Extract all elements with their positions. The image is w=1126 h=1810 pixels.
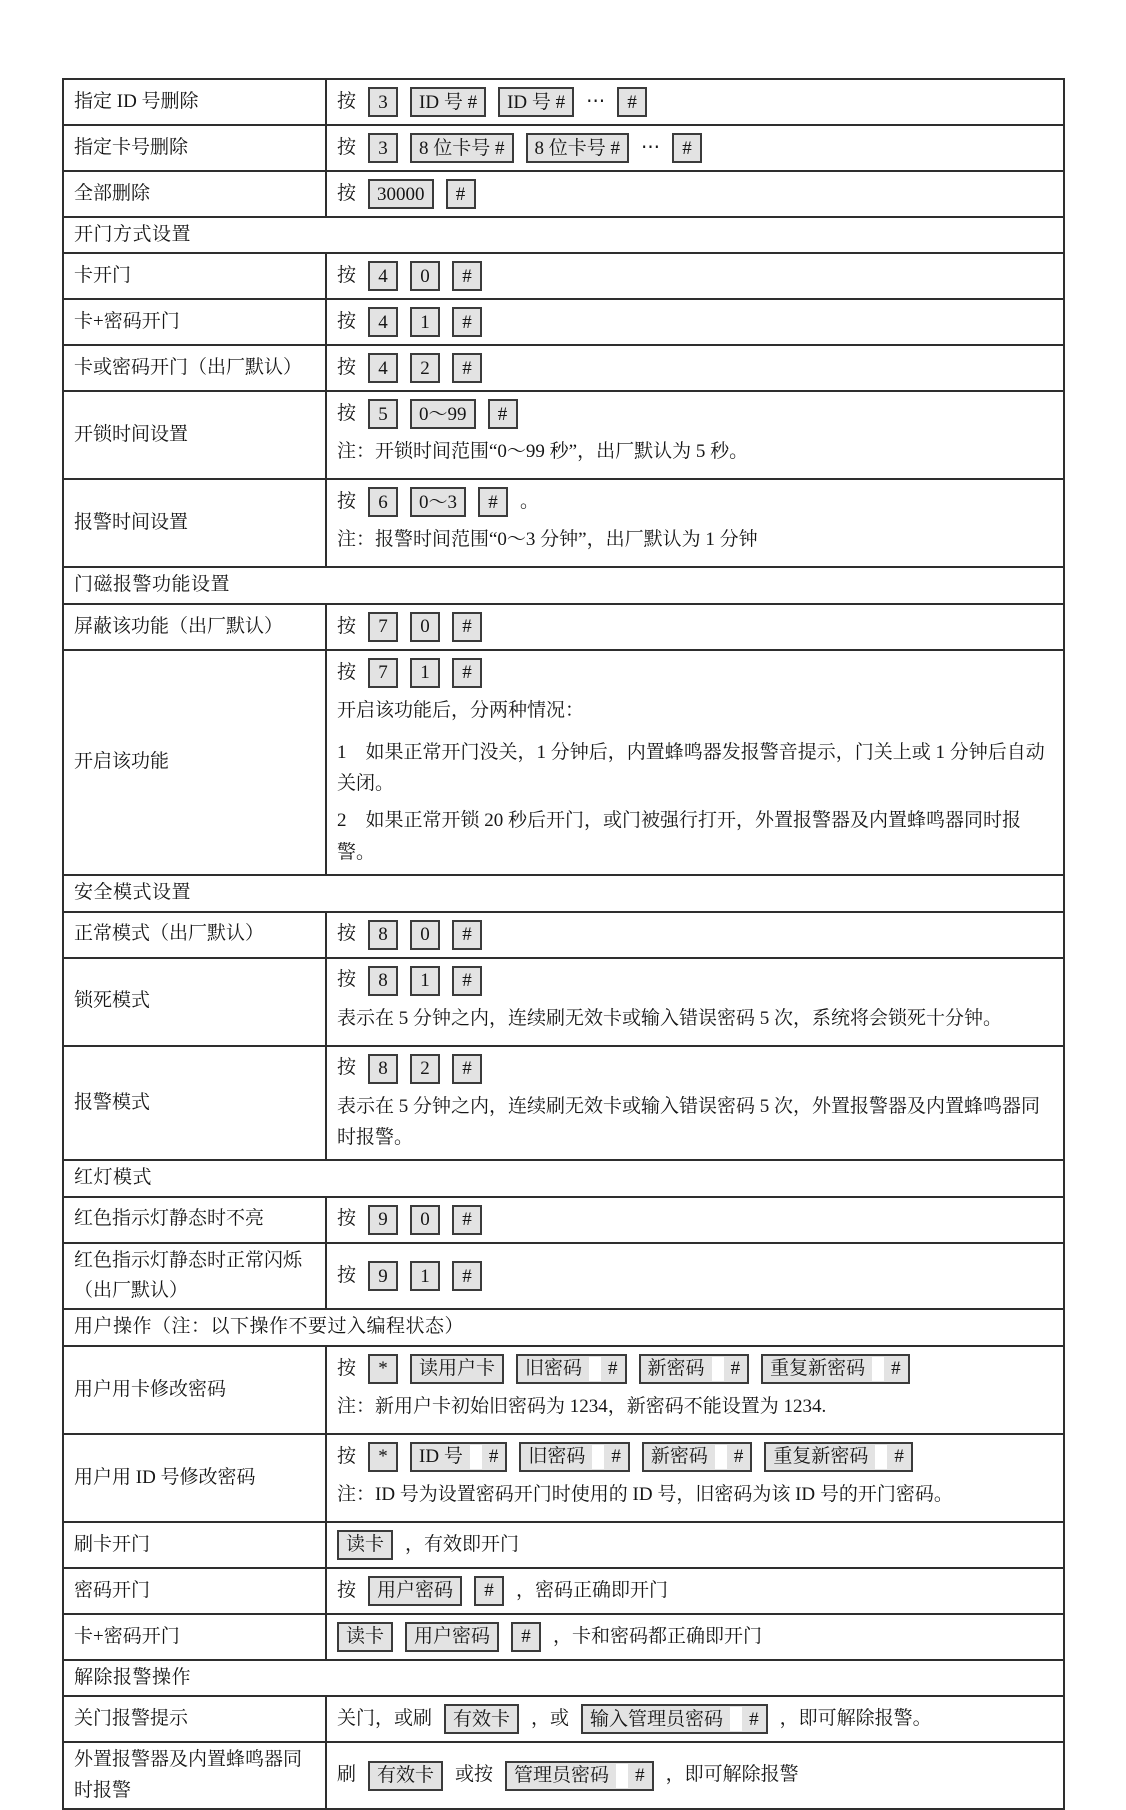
operation-steps bbox=[326, 479, 1064, 567]
keycap: 8 bbox=[368, 920, 398, 950]
table-row bbox=[63, 479, 1064, 567]
step-text: 按 bbox=[337, 1057, 357, 1079]
operation-label: 指定 ID 号删除 bbox=[63, 79, 326, 125]
input-placeholder bbox=[712, 1357, 724, 1381]
step-text: 按 bbox=[337, 1264, 357, 1286]
keycap: 6 bbox=[368, 487, 398, 517]
table-row bbox=[63, 1522, 1064, 1568]
step-line bbox=[337, 258, 1053, 294]
keycap: 读用户卡 bbox=[410, 1354, 504, 1384]
operation-steps bbox=[326, 1434, 1064, 1522]
keycap-with-input bbox=[516, 1354, 627, 1384]
step-line bbox=[337, 735, 1053, 802]
keycap: 5 bbox=[368, 399, 398, 429]
keycap: # bbox=[672, 133, 702, 163]
input-placeholder bbox=[715, 1445, 727, 1469]
step-line bbox=[337, 1258, 1053, 1294]
input-placeholder bbox=[589, 1357, 601, 1381]
step-line bbox=[337, 1758, 1053, 1794]
table-row bbox=[63, 604, 1064, 650]
table-row bbox=[63, 1197, 1064, 1243]
keycap-with-input bbox=[764, 1442, 913, 1472]
section-title: 红灯模式 bbox=[63, 1160, 1064, 1196]
table-row bbox=[63, 1742, 1064, 1809]
keycap-with-input bbox=[519, 1442, 630, 1472]
table-row bbox=[63, 253, 1064, 299]
keycap: # bbox=[452, 1054, 482, 1084]
step-text: 注：ID 号为设置密码开门时使用的 ID 号，旧密码为该 ID 号的开门密码。 bbox=[337, 1483, 953, 1505]
step-text: 按 bbox=[337, 661, 357, 683]
step-text: ⋯ bbox=[586, 90, 606, 112]
table-row bbox=[63, 171, 1064, 217]
operation-label: 报警时间设置 bbox=[63, 479, 326, 567]
table-row bbox=[63, 125, 1064, 171]
keycap-label: 重复新密码 bbox=[770, 1358, 866, 1380]
operation-label: 屏蔽该功能（出厂默认） bbox=[63, 604, 326, 650]
keycap: # bbox=[488, 399, 518, 429]
table-row bbox=[63, 1568, 1064, 1614]
keycap: # bbox=[452, 261, 482, 291]
keycap: 1 bbox=[410, 1261, 440, 1291]
step-text: 按 bbox=[337, 357, 357, 379]
operation-steps bbox=[326, 391, 1064, 479]
step-text: 按 bbox=[337, 491, 357, 513]
keycap: 7 bbox=[368, 658, 398, 688]
step-line bbox=[337, 803, 1053, 870]
keycap-suffix: # bbox=[749, 1708, 759, 1730]
operation-label: 关门报警提示 bbox=[63, 1696, 326, 1742]
keycap: # bbox=[452, 1261, 482, 1291]
step-line bbox=[337, 304, 1053, 340]
keycap-label: 旧密码 bbox=[528, 1446, 586, 1468]
keycap: 4 bbox=[368, 353, 398, 383]
step-text: 按 bbox=[337, 403, 357, 425]
keycap-with-input bbox=[410, 1442, 507, 1472]
keycap-with-input bbox=[639, 1354, 750, 1384]
table-row bbox=[63, 1696, 1064, 1742]
operation-steps bbox=[326, 299, 1064, 345]
keycap-suffix: # bbox=[894, 1446, 904, 1468]
step-text: 按 bbox=[337, 615, 357, 637]
step-line bbox=[337, 176, 1053, 212]
keycap: # bbox=[446, 179, 476, 209]
step-line bbox=[337, 1573, 1053, 1609]
step-line bbox=[337, 917, 1053, 953]
step-text: ，卡和密码都正确即开门 bbox=[553, 1625, 763, 1647]
section-row bbox=[63, 1160, 1064, 1196]
operation-label: 红色指示灯静态时正常闪烁（出厂默认） bbox=[63, 1243, 326, 1310]
operation-steps bbox=[326, 912, 1064, 958]
keycap: # bbox=[617, 87, 647, 117]
keycap-with-input bbox=[581, 1704, 768, 1734]
operation-steps bbox=[326, 1522, 1064, 1568]
operation-steps bbox=[326, 345, 1064, 391]
step-text: ，即可解除报警。 bbox=[779, 1707, 932, 1729]
keycap-label: 新密码 bbox=[647, 1358, 705, 1380]
operation-label: 卡或密码开门（出厂默认） bbox=[63, 345, 326, 391]
step-text: 按 bbox=[337, 1357, 357, 1379]
step-text: 按 bbox=[337, 182, 357, 204]
operation-steps bbox=[326, 171, 1064, 217]
operation-label: 密码开门 bbox=[63, 1568, 326, 1614]
operation-steps bbox=[326, 125, 1064, 171]
keycap: 0 bbox=[410, 261, 440, 291]
keycap: 7 bbox=[368, 612, 398, 642]
input-placeholder bbox=[730, 1707, 742, 1731]
step-line bbox=[337, 1202, 1053, 1238]
operation-label: 用户用 ID 号修改密码 bbox=[63, 1434, 326, 1522]
table-row bbox=[63, 345, 1064, 391]
step-line bbox=[337, 130, 1053, 166]
keycap: 2 bbox=[410, 353, 440, 383]
operation-steps bbox=[326, 1046, 1064, 1161]
table-row bbox=[63, 650, 1064, 875]
keycap-with-input bbox=[642, 1442, 753, 1472]
section-row bbox=[63, 217, 1064, 253]
operation-label: 用户用卡修改密码 bbox=[63, 1346, 326, 1434]
step-line bbox=[337, 84, 1053, 120]
step-text: 。 bbox=[520, 491, 540, 513]
keycap: 8 位卡号 # bbox=[526, 133, 630, 163]
operation-label: 开锁时间设置 bbox=[63, 391, 326, 479]
table-row bbox=[63, 1346, 1064, 1434]
step-text: ⋯ bbox=[641, 136, 661, 158]
step-line bbox=[337, 1527, 1053, 1563]
keycap: # bbox=[452, 353, 482, 383]
keycap: 有效卡 bbox=[368, 1761, 443, 1791]
keycap: ID 号 # bbox=[410, 87, 486, 117]
section-row bbox=[63, 1660, 1064, 1696]
keycap: 3 bbox=[368, 133, 398, 163]
step-line bbox=[337, 1477, 1053, 1517]
keycap: # bbox=[452, 658, 482, 688]
section-row bbox=[63, 1309, 1064, 1345]
step-text: 开启该功能后，分两种情况： bbox=[337, 699, 585, 721]
keycap-suffix: # bbox=[733, 1446, 744, 1468]
keycap-suffix: # bbox=[611, 1446, 621, 1468]
input-placeholder bbox=[875, 1445, 887, 1469]
keycap-suffix: # bbox=[891, 1358, 901, 1380]
step-line bbox=[337, 1701, 1053, 1737]
table-row bbox=[63, 299, 1064, 345]
table-row bbox=[63, 912, 1064, 958]
step-line bbox=[337, 484, 1053, 520]
step-line bbox=[337, 1389, 1053, 1429]
keycap-with-input bbox=[761, 1354, 910, 1384]
table-row bbox=[63, 958, 1064, 1046]
step-text: ，或 bbox=[531, 1707, 570, 1729]
keycap-suffix: # bbox=[635, 1765, 645, 1787]
table-row bbox=[63, 79, 1064, 125]
step-text: 2 如果正常开锁 20 秒后开门，或门被强行打开，外置报警器及内置蜂鸣器同时报警。 bbox=[337, 810, 1022, 863]
step-text: 按 bbox=[337, 311, 357, 333]
keycap: 2 bbox=[410, 1054, 440, 1084]
keycap: # bbox=[474, 1576, 504, 1606]
keycap-label: 新密码 bbox=[650, 1446, 708, 1468]
step-line bbox=[337, 1619, 1053, 1655]
keycap: 1 bbox=[410, 658, 440, 688]
step-line bbox=[337, 1001, 1053, 1041]
operation-steps bbox=[326, 1243, 1064, 1310]
step-line bbox=[337, 609, 1053, 645]
operation-label: 开启该功能 bbox=[63, 650, 326, 875]
keycap-label: 输入管理员密码 bbox=[590, 1708, 724, 1730]
keycap-label: 重复新密码 bbox=[773, 1446, 869, 1468]
step-text: 按 bbox=[337, 923, 357, 945]
step-line bbox=[337, 1051, 1053, 1087]
keycap-suffix: # bbox=[608, 1358, 618, 1380]
step-text: 按 bbox=[337, 136, 357, 158]
keycap: 读卡 bbox=[337, 1622, 393, 1652]
keycap: # bbox=[452, 307, 482, 337]
operation-label: 外置报警器及内置蜂鸣器同时报警 bbox=[63, 1742, 326, 1809]
keycap: # bbox=[452, 612, 482, 642]
step-text: ，即可解除报警 bbox=[665, 1764, 799, 1786]
table-row bbox=[63, 391, 1064, 479]
keycap: 9 bbox=[368, 1205, 398, 1235]
keycap-suffix: # bbox=[488, 1446, 499, 1468]
step-text: 表示在 5 分钟之内，连续刷无效卡或输入错误密码 5 次，外置报警器及内置蜂鸣器同时报警。 bbox=[337, 1095, 1041, 1148]
keycap: 8 位卡号 # bbox=[410, 133, 514, 163]
step-line bbox=[337, 396, 1053, 432]
step-line bbox=[337, 1439, 1053, 1475]
keycap: 0 bbox=[410, 612, 440, 642]
keycap: 8 bbox=[368, 1054, 398, 1084]
step-text: 表示在 5 分钟之内，连续刷无效卡或输入错误密码 5 次，系统将会锁死十分钟。 bbox=[337, 1007, 1003, 1029]
keycap: # bbox=[478, 487, 508, 517]
operation-label: 全部删除 bbox=[63, 171, 326, 217]
step-text: 按 bbox=[337, 1208, 357, 1230]
keycap: 3 bbox=[368, 87, 398, 117]
keycap: 有效卡 bbox=[444, 1704, 519, 1734]
manual-table-body bbox=[63, 79, 1064, 1809]
section-title: 解除报警操作 bbox=[63, 1660, 1064, 1696]
step-text: 注：报警时间范围“0～3 分钟”，出厂默认为 1 分钟 bbox=[337, 529, 758, 551]
input-placeholder bbox=[470, 1445, 482, 1469]
operation-steps bbox=[326, 650, 1064, 875]
operation-steps bbox=[326, 1346, 1064, 1434]
operation-steps bbox=[326, 79, 1064, 125]
operation-steps bbox=[326, 1742, 1064, 1809]
step-text: 按 bbox=[337, 90, 357, 112]
keycap-label: 旧密码 bbox=[525, 1358, 583, 1380]
step-line bbox=[337, 1351, 1053, 1387]
step-text: 按 bbox=[337, 1579, 357, 1601]
input-placeholder bbox=[872, 1357, 884, 1381]
operation-steps bbox=[326, 1614, 1064, 1660]
keycap: 4 bbox=[368, 307, 398, 337]
step-line bbox=[337, 434, 1053, 474]
keycap: 4 bbox=[368, 261, 398, 291]
operation-steps bbox=[326, 1568, 1064, 1614]
section-title: 门磁报警功能设置 bbox=[63, 567, 1064, 603]
keycap: 用户密码 bbox=[405, 1622, 499, 1652]
keycap: 读卡 bbox=[337, 1530, 393, 1560]
step-text: 按 bbox=[337, 1445, 357, 1467]
operation-steps bbox=[326, 604, 1064, 650]
step-text: 注：开锁时间范围“0～99 秒”，出厂默认为 5 秒。 bbox=[337, 441, 749, 463]
operation-steps bbox=[326, 1197, 1064, 1243]
step-line bbox=[337, 1089, 1053, 1156]
step-line bbox=[337, 693, 1053, 733]
step-text: 按 bbox=[337, 265, 357, 287]
step-text: 刷 bbox=[337, 1764, 357, 1786]
step-text: 或按 bbox=[455, 1764, 494, 1786]
keycap-label: 管理员密码 bbox=[514, 1765, 610, 1787]
keycap: 9 bbox=[368, 1261, 398, 1291]
keycap: 用户密码 bbox=[368, 1576, 462, 1606]
step-text: ，密码正确即开门 bbox=[516, 1579, 669, 1601]
operation-steps bbox=[326, 958, 1064, 1046]
operation-label: 卡开门 bbox=[63, 253, 326, 299]
keycap: * bbox=[368, 1442, 398, 1472]
operation-label: 正常模式（出厂默认） bbox=[63, 912, 326, 958]
operation-label: 指定卡号删除 bbox=[63, 125, 326, 171]
step-line bbox=[337, 963, 1053, 999]
operation-label: 刷卡开门 bbox=[63, 1522, 326, 1568]
keycap: # bbox=[452, 966, 482, 996]
step-line bbox=[337, 655, 1053, 691]
manual-sheet bbox=[62, 78, 1065, 1810]
step-text: ，有效即开门 bbox=[405, 1533, 520, 1555]
keycap: ID 号 # bbox=[498, 87, 574, 117]
step-text: 关门，或刷 bbox=[337, 1707, 433, 1729]
step-line bbox=[337, 522, 1053, 562]
section-row bbox=[63, 875, 1064, 911]
input-placeholder bbox=[592, 1445, 604, 1469]
keycap-label: ID 号 bbox=[419, 1446, 463, 1468]
input-placeholder bbox=[616, 1764, 628, 1788]
operation-label: 锁死模式 bbox=[63, 958, 326, 1046]
step-text: 按 bbox=[337, 969, 357, 991]
keycap: 0 bbox=[410, 1205, 440, 1235]
keycap: 0～3 bbox=[410, 487, 466, 517]
keycap-with-input bbox=[505, 1761, 654, 1791]
keycap: 30000 bbox=[368, 179, 434, 209]
keycap: 1 bbox=[410, 307, 440, 337]
section-title: 开门方式设置 bbox=[63, 217, 1064, 253]
manual-table bbox=[62, 78, 1065, 1810]
keycap: # bbox=[511, 1622, 541, 1652]
section-title: 安全模式设置 bbox=[63, 875, 1064, 911]
operation-steps bbox=[326, 253, 1064, 299]
table-row bbox=[63, 1046, 1064, 1161]
keycap: # bbox=[452, 920, 482, 950]
table-row bbox=[63, 1434, 1064, 1522]
step-text: 1 如果正常开门没关，1 分钟后，内置蜂鸣器发报警音提示，门关上或 1 分钟后自动关闭。 bbox=[337, 741, 1045, 795]
keycap: 1 bbox=[410, 966, 440, 996]
keycap: * bbox=[368, 1354, 398, 1384]
table-row bbox=[63, 1614, 1064, 1660]
keycap: 0 bbox=[410, 920, 440, 950]
step-text: 注：新用户卡初始旧密码为 1234，新密码不能设置为 1234. bbox=[337, 1395, 827, 1417]
step-line bbox=[337, 350, 1053, 386]
section-row bbox=[63, 567, 1064, 603]
keycap: 0～99 bbox=[410, 399, 476, 429]
section-title: 用户操作（注：以下操作不要过入编程状态） bbox=[63, 1309, 1064, 1345]
operation-label: 卡+密码开门 bbox=[63, 1614, 326, 1660]
keycap: # bbox=[452, 1205, 482, 1235]
operation-label: 红色指示灯静态时不亮 bbox=[63, 1197, 326, 1243]
operation-steps bbox=[326, 1696, 1064, 1742]
keycap-suffix: # bbox=[730, 1358, 741, 1380]
keycap: 8 bbox=[368, 966, 398, 996]
table-row bbox=[63, 1243, 1064, 1310]
operation-label: 报警模式 bbox=[63, 1046, 326, 1161]
operation-label: 卡+密码开门 bbox=[63, 299, 326, 345]
